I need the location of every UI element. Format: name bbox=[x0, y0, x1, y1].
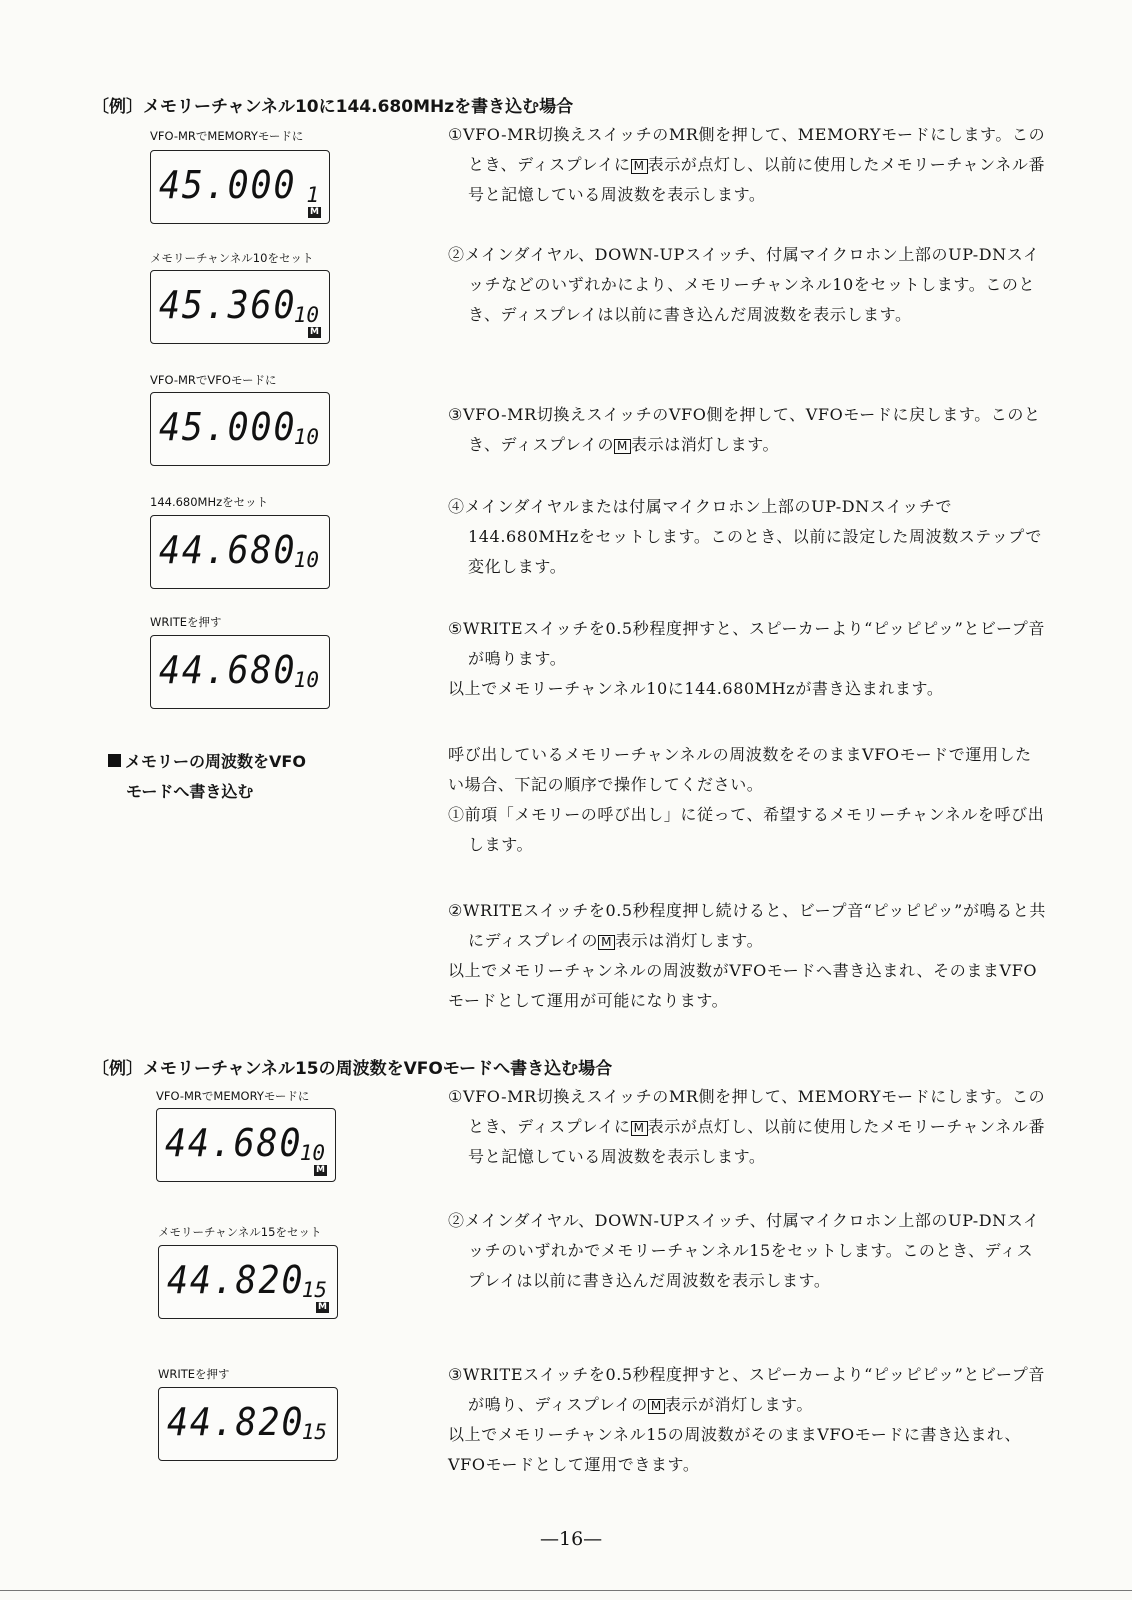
lcd-frequency: 44.680 bbox=[159, 528, 297, 572]
lcd-channel: 10 bbox=[293, 548, 319, 572]
lcd-display bbox=[150, 635, 330, 709]
step-label: 144.680MHzをセット bbox=[150, 495, 269, 509]
lcd-display bbox=[158, 1245, 338, 1319]
lcd-display bbox=[150, 270, 330, 344]
step-text: ②メインダイヤル、DOWN-UPスイッチ、付属マイクロホン上部のUP-DNスイッチなどのいずれかにより、メモリーチャンネル10をセットします。このとき、ディスプレイは以前に書き込んだ周波数を表示します。 bbox=[448, 245, 1040, 324]
step-label: WRITEを押す bbox=[158, 1367, 230, 1381]
memory-indicator-icon: M bbox=[308, 207, 321, 218]
step-text: ③VFO-MR切換えスイッチのVFO側を押して、VFOモードに戻します。このとき、ディスプレイの M 表示は消灯します。 bbox=[448, 405, 1041, 454]
step-label: VFO-MRでVFOモードに bbox=[150, 373, 277, 387]
step-label: VFO-MRでMEMORYモードに bbox=[156, 1089, 310, 1103]
lcd-channel: 15 bbox=[301, 1278, 327, 1302]
lcd-frequency: 45.000 bbox=[159, 405, 297, 449]
square-bullet-icon bbox=[108, 754, 121, 767]
lcd-frequency: 44.820 bbox=[167, 1258, 305, 1302]
lcd-display bbox=[158, 1387, 338, 1461]
lcd-channel: 10 bbox=[293, 303, 319, 327]
step-text: ⑤WRITEスイッチを0.5秒程度押すと、スピーカーより“ピッピピッ”とビープ音が鳴ります。 bbox=[448, 619, 1045, 668]
section2-body: 呼び出しているメモリーチャンネルの周波数をそのままVFOモードで運用したい場合、下記の順序で操作してください。 ①前項「メモリーの呼び出し」に従って、希望するメモリーチャンネルを呼び出します。 bbox=[448, 745, 1045, 854]
lcd-channel: 15 bbox=[301, 1420, 327, 1444]
memory-indicator-icon: M bbox=[308, 327, 321, 338]
memory-mark-icon: M bbox=[598, 935, 615, 950]
example1-conclusion: 以上でメモリーチャンネル10に144.680MHzが書き込まれます。 bbox=[448, 679, 944, 698]
step-label: メモリーチャンネル10をセット bbox=[150, 251, 314, 265]
step-text: ②メインダイヤル、DOWN-UPスイッチ、付属マイクロホン上部のUP-DNスイッチのいずれかでメモリーチャンネル15をセットします。このとき、ディスプレイは以前に書き込んだ周波数を表示します。 bbox=[448, 1211, 1040, 1290]
memory-mark-icon: M bbox=[614, 439, 631, 454]
lcd-frequency: 44.680 bbox=[159, 648, 297, 692]
step-label: WRITEを押す bbox=[150, 615, 222, 629]
lcd-display bbox=[150, 392, 330, 466]
page-number: —16— bbox=[540, 1528, 603, 1550]
lcd-frequency: 44.680 bbox=[165, 1121, 303, 1165]
step-text: ①VFO-MR切換えスイッチのMR側を押して、MEMORYモードにします。このとき、ディスプレイに M 表示が点灯し、以前に使用したメモリーチャンネル番号と記憶している周波数を表示します。 bbox=[448, 125, 1046, 204]
lcd-channel: 10 bbox=[299, 1141, 325, 1165]
section2-step2: ②WRITEスイッチを0.5秒程度押し続けると、ビープ音“ピッピピッ”が鳴ると共にディスプレイの M 表示は消灯します。 以上でメモリーチャンネルの周波数がVFOモードへ書き込まれ、そのままVFOモードとして運用が可能になります。 bbox=[448, 901, 1046, 1010]
memory-mark-icon: M bbox=[631, 159, 648, 174]
lcd-frequency: 44.820 bbox=[167, 1400, 305, 1444]
lcd-frequency: 45.360 bbox=[159, 283, 297, 327]
lcd-display bbox=[156, 1108, 336, 1182]
lcd-display bbox=[150, 150, 330, 224]
memory-mark-icon: M bbox=[631, 1121, 648, 1136]
lcd-channel: 1 bbox=[306, 183, 319, 207]
example1-heading: 〔例〕メモリーチャンネル10に144.680MHzを書き込む場合 bbox=[92, 97, 574, 117]
lcd-display bbox=[150, 515, 330, 589]
step-label: メモリーチャンネル15をセット bbox=[158, 1225, 322, 1239]
step-text: ③WRITEスイッチを0.5秒程度押すと、スピーカーより“ピッピピッ”とビープ音が鳴り、ディスプレイの M 表示が消灯します。 以上でメモリーチャンネル15の周波数がそのままVFOモードに書き込まれ、VFOモードとして運用できます。 bbox=[448, 1365, 1045, 1474]
step-label: VFO-MRでMEMORYモードに bbox=[150, 129, 304, 143]
section-title: メモリーの周波数をVFO モードへ書き込む bbox=[108, 747, 306, 807]
lcd-frequency: 45.000 bbox=[159, 163, 297, 207]
lcd-channel: 10 bbox=[293, 425, 319, 449]
example2-heading: 〔例〕メモリーチャンネル15の周波数をVFOモードへ書き込む場合 bbox=[92, 1059, 613, 1079]
memory-mark-icon: M bbox=[648, 1399, 665, 1414]
memory-indicator-icon: M bbox=[316, 1302, 329, 1313]
step-text: ④メインダイヤルまたは付属マイクロホン上部のUP-DNスイッチで144.680MHzをセットします。このとき、以前に設定した周波数ステップで変化します。 bbox=[448, 497, 1042, 576]
memory-indicator-icon: M bbox=[314, 1165, 327, 1176]
bottom-rule bbox=[0, 1590, 1132, 1591]
lcd-channel: 10 bbox=[293, 668, 319, 692]
step-text: ①VFO-MR切換えスイッチのMR側を押して、MEMORYモードにします。このとき、ディスプレイに M 表示が点灯し、以前に使用したメモリーチャンネル番号と記憶している周波数を表示します。 bbox=[448, 1087, 1046, 1166]
